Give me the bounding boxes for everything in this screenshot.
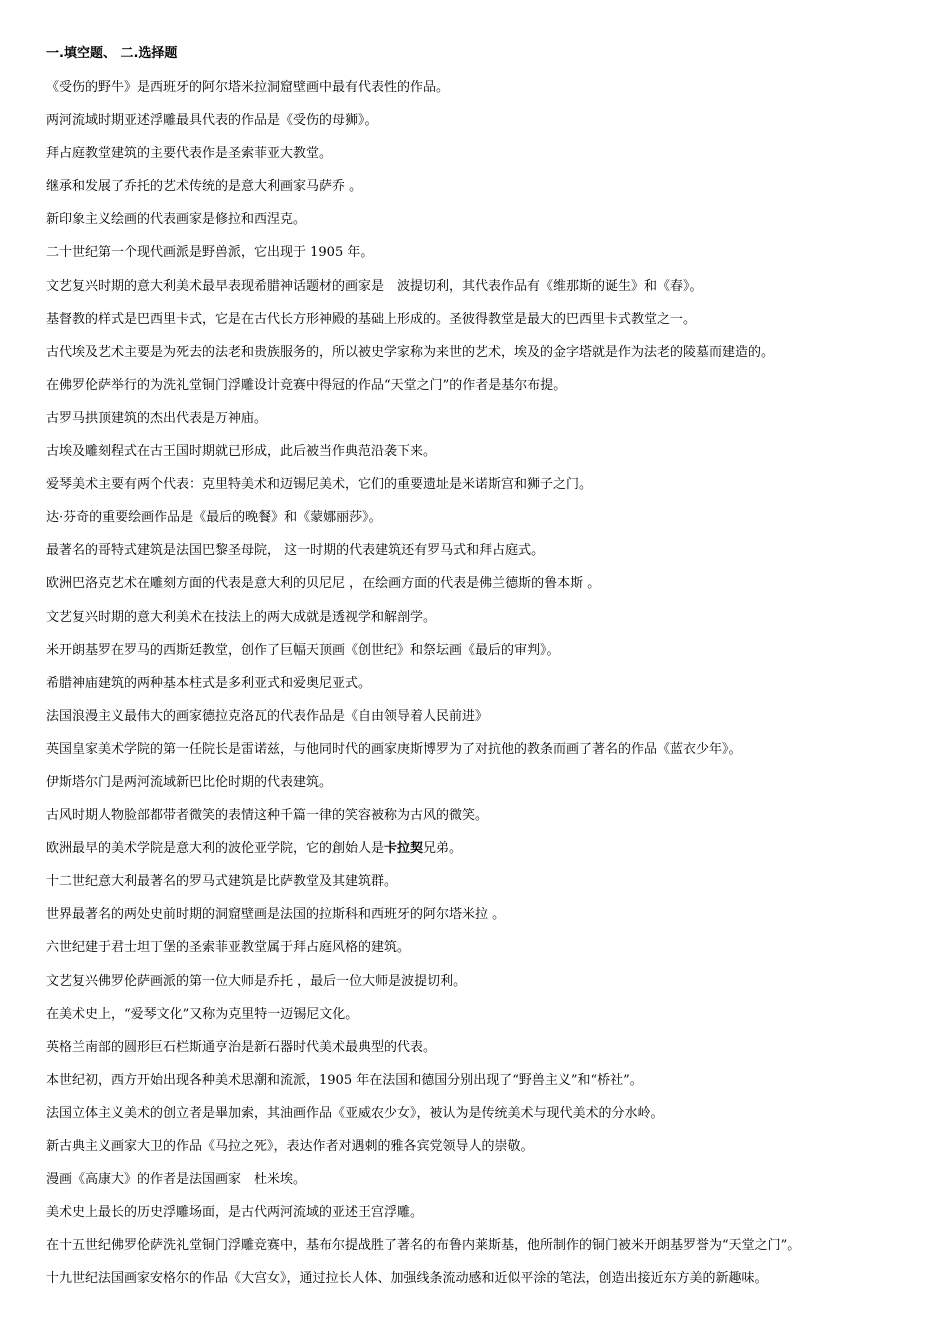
answer-line: 十二世纪意大利最著名的罗马式建筑是比萨教堂及其建筑群。: [46, 874, 398, 890]
answer-line: 本世纪初，西方开始出现各种美术思潮和流派，1905 年在法国和德国分别出现了“野兽主义”和“桥社”。: [46, 1072, 643, 1088]
answer-line: [46, 840, 936, 873]
answer-line: 两河流域时期亚述浮雕最具代表的作品是《受伤的母狮》。: [46, 113, 378, 129]
answer-line: 爱琴美术主要有两个代表：克里特美术和迈锡尼美术，它们的重要遗址是米诺斯宫和狮子之门。: [46, 477, 593, 493]
answer-line: 古风时期人物脸部都带者微笑的表情这种千篇一律的笑容被称为古风的微笑。: [46, 808, 489, 824]
answer-line: 六世纪建于君士坦丁堡的圣索菲亚教堂属于拜占庭风格的建筑。: [46, 940, 411, 956]
answer-line: 欧洲巴洛克艺术在雕刻方面的代表是意大利的贝尼尼 ，在绘画方面的代表是佛兰德斯的鲁本斯 。: [46, 576, 601, 592]
answer-line: 在佛罗伦萨举行的为洗礼堂铜门浮雕设计竞赛中得冠的作品“天堂之门”的作者是基尔布提。: [46, 377, 567, 393]
answer-line: 伊斯塔尔门是两河流域新巴比伦时期的代表建筑。: [46, 774, 333, 790]
answer-line: 法国立体主义美术的创立者是畢加索，其油画作品《亚威农少女》，被认为是传统美术与现代美术的分水岭。: [46, 1105, 664, 1121]
answer-line: 在十五世纪佛罗伦萨洗礼堂铜门浮雕竞赛中，基布尔提战胜了著名的布鲁内莱斯基，他所制作的铜门被米开朗基罗誉为“天堂之门”。: [46, 1238, 801, 1254]
answer-line-text: 欧洲最早的美术学院是意大利的波伦亚学院，它的創始人是: [46, 841, 385, 857]
answer-line: 世界最著名的两处史前时期的洞窟壁画是法国的拉斯科和西班牙的阿尔塔米拉 。: [46, 907, 506, 923]
answer-line-bold-text: 卡拉契: [384, 841, 424, 857]
answer-line: 文艺复兴时期的意大利美术最早表现希腊神话题材的画家是 波提切利，其代表作品有《维那斯的诞生》和《春》。: [46, 278, 703, 294]
answer-line: 新古典主义画家大卫的作品《马拉之死》，表达作者对遇刺的雅各宾党领导人的崇敬。: [46, 1139, 534, 1154]
answer-line: 古埃及雕刻程式在古王国时期就已形成，此后被当作典范沿袭下来。: [46, 444, 437, 460]
answer-line: 新印象主义绘画的代表画家是修拉和西涅克。: [46, 212, 307, 228]
answer-line: 十九世纪法国画家安格尔的作品《大宫女》，通过拉长人体、加强线条流动感和近似平涂的笔法，创造出接近东方美的新趣味。: [46, 1271, 768, 1287]
answer-line: 法国浪漫主义最伟大的画家德拉克洛瓦的代表作品是《自由领导着人民前进》: [46, 708, 489, 724]
answer-line: 美术史上最长的历史浮雕场面，是古代两河流域的亚述王宫浮雕。: [46, 1205, 424, 1221]
answer-line: 米开朗基罗在罗马的西斯廷教堂，创作了巨幅天顶画《创世纪》和祭坛画《最后的审判》。: [46, 642, 560, 658]
answer-line: 继承和发展了乔托的艺术传统的是意大利画家马萨乔 。: [46, 179, 363, 195]
answer-line-text: 兄弟。: [423, 841, 463, 857]
answer-line: 二十世纪第一个现代画派是野兽派，它出现于 1905 年。: [46, 245, 374, 261]
answer-line: 达·芬奇的重要绘画作品是《最后的晚餐》和《蒙娜丽莎》。: [46, 510, 382, 526]
quiz-answer-list: [46, 79, 936, 1303]
answer-line: 漫画《高康大》的作者是法国画家 杜米埃。: [46, 1172, 307, 1188]
answer-line: 英格兰南部的圆形巨石栏斯通亨治是新石器时代美术最典型的代表。: [46, 1039, 437, 1055]
answer-line: 文艺复兴佛罗伦萨画派的第一位大师是乔托 ，最后一位大师是波提切利。: [46, 973, 467, 989]
answer-line: 古代埃及艺术主要是为死去的法老和贵族服务的，所以被史学家称为来世的艺术，埃及的金字塔就是作为法老的陵墓而建造的。: [46, 344, 775, 360]
answer-line: 英国皇家美术学院的第一任院长是雷诺兹，与他同时代的画家庚斯博罗为了对抗他的教条而画了著名的作品《蓝衣少年》。: [46, 741, 742, 757]
answer-line: 希腊神庙建筑的两种基本柱式是多利亚式和爱奥尼亚式。: [46, 675, 372, 691]
answer-line: 在美术史上，“爱琴文化”又称为克里特一迈锡尼文化。: [46, 1006, 359, 1022]
answer-line: 基督教的样式是巴西里卡式，它是在古代长方形神殿的基础上形成的。圣彼得教堂是最大的巴西里卡式教堂之一。: [46, 311, 697, 327]
section-heading: 一.填空题、 二.选择题: [46, 46, 178, 61]
answer-line: 《受伤的野牛》是西班牙的阿尔塔米拉洞窟壁画中最有代表性的作品。: [46, 80, 450, 95]
answer-line: 古罗马拱顶建筑的杰出代表是万神庙。: [46, 410, 268, 426]
answer-line: 拜占庭教堂建筑的主要代表作是圣索菲亚大教堂。: [46, 146, 333, 162]
answer-line: 文艺复兴时期的意大利美术在技法上的两大成就是透视学和解剖学。: [46, 609, 437, 625]
answer-line: 最著名的哥特式建筑是法国巴黎圣母院， 这一时期的代表建筑还有罗马式和拜占庭式。: [46, 543, 545, 559]
